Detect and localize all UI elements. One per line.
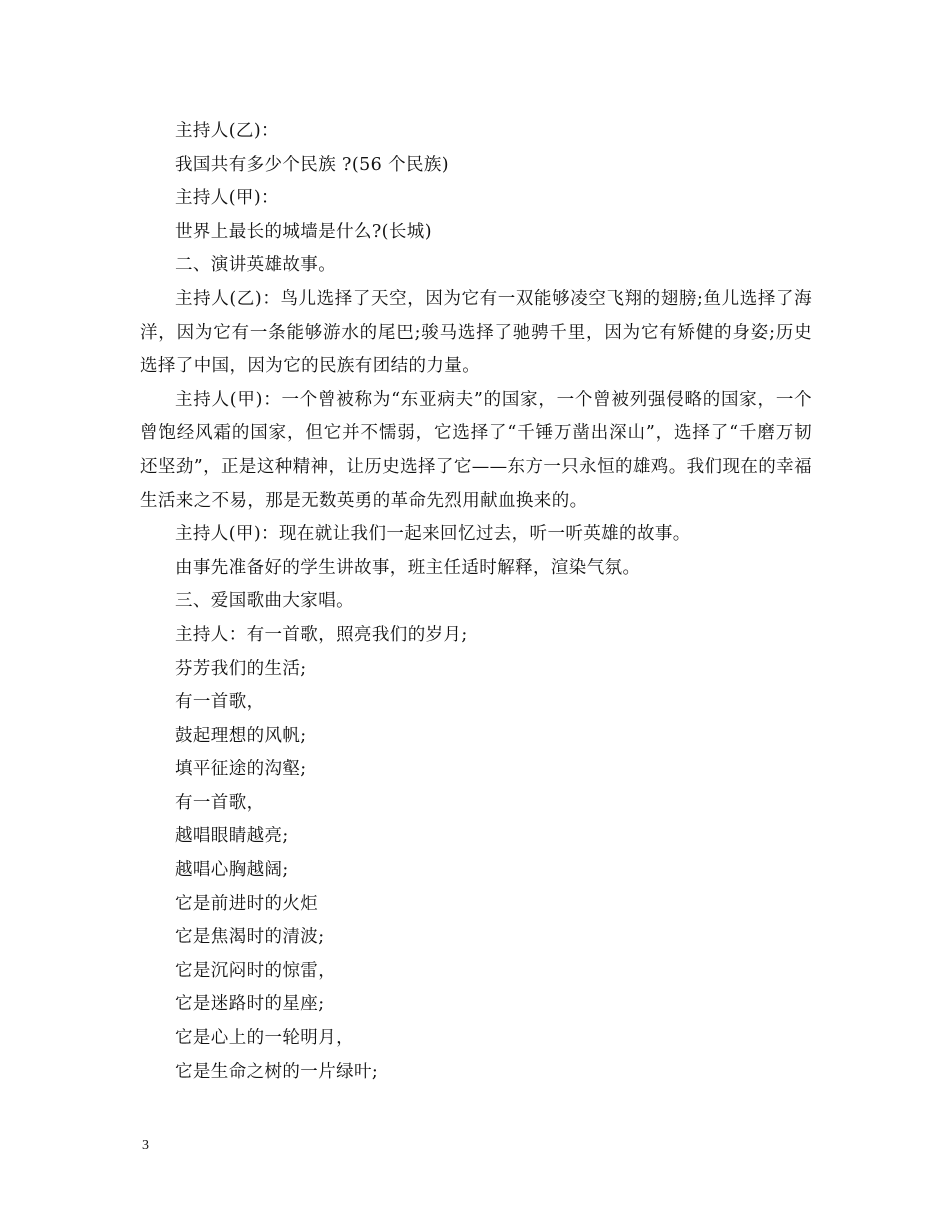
poem-line: 主持人：有一首歌，照亮我们的岁月; [175, 624, 468, 645]
poem-line: 越唱眼睛越亮; [175, 826, 289, 847]
section-heading: 二、演讲英雄故事。 [175, 255, 337, 276]
paragraph: 主持人(甲)：一个曾被称为“东亚病夫”的国家，一个曾被列强侵略的国家，一个曾饱经风霜的国家，但它并不懦弱，它选择了“千锤万凿出深山”，选择了“千磨万韧还坚劲”，正是这种精神，让历史选择了它——东方一只永恒的雄鸡。我们现在的幸福生活来之不易，那是无数英勇的革命先烈用献血换来的。 [140, 389, 812, 511]
paragraph: 我国共有多少个民族 ?(56 个民族) [175, 154, 450, 175]
poem-line: 它是生命之树的一片绿叶; [175, 1061, 379, 1082]
section-heading: 三、爱国歌曲大家唱。 [175, 591, 354, 612]
poem-line: 有一首歌， [175, 792, 265, 813]
paragraph: 主持人(甲)： [175, 188, 279, 209]
poem-line: 芬芳我们的生活; [175, 658, 307, 679]
poem-line: 它是焦渴时的清波; [175, 927, 325, 948]
paragraph: 世界上最长的城墙是什么?(长城) [175, 221, 432, 242]
document-body [140, 115, 812, 1089]
poem-line: 它是迷路时的星座; [175, 994, 325, 1015]
poem-line: 它是沉闷时的惊雷， [175, 960, 337, 981]
page-number: 3 [142, 1138, 149, 1153]
paragraph: 主持人(乙)：鸟儿选择了天空，因为它有一双能够凌空飞翔的翅膀;鱼儿选择了海洋，因为它有一条能够游水的尾巴;骏马选择了驰骋千里，因为它有矫健的身姿;历史选择了中国，因为它的民族有团结的力量。 [140, 288, 812, 377]
poem-line: 鼓起理想的风帆; [175, 725, 307, 746]
poem-line: 它是心上的一轮明月， [175, 1028, 354, 1049]
poem-line: 有一首歌， [175, 692, 265, 713]
poem-line: 它是前进时的火炬 [175, 893, 319, 914]
paragraph: 主持人(甲)：现在就让我们一起来回忆过去，听一听英雄的故事。 [175, 524, 691, 545]
poem-line: 填平征途的沟壑; [175, 759, 307, 780]
paragraph: 主持人(乙)： [175, 121, 279, 141]
paragraph: 由事先准备好的学生讲故事，班主任适时解释，渲染气氛。 [175, 557, 641, 578]
poem-line: 越唱心胸越阔; [175, 860, 289, 881]
